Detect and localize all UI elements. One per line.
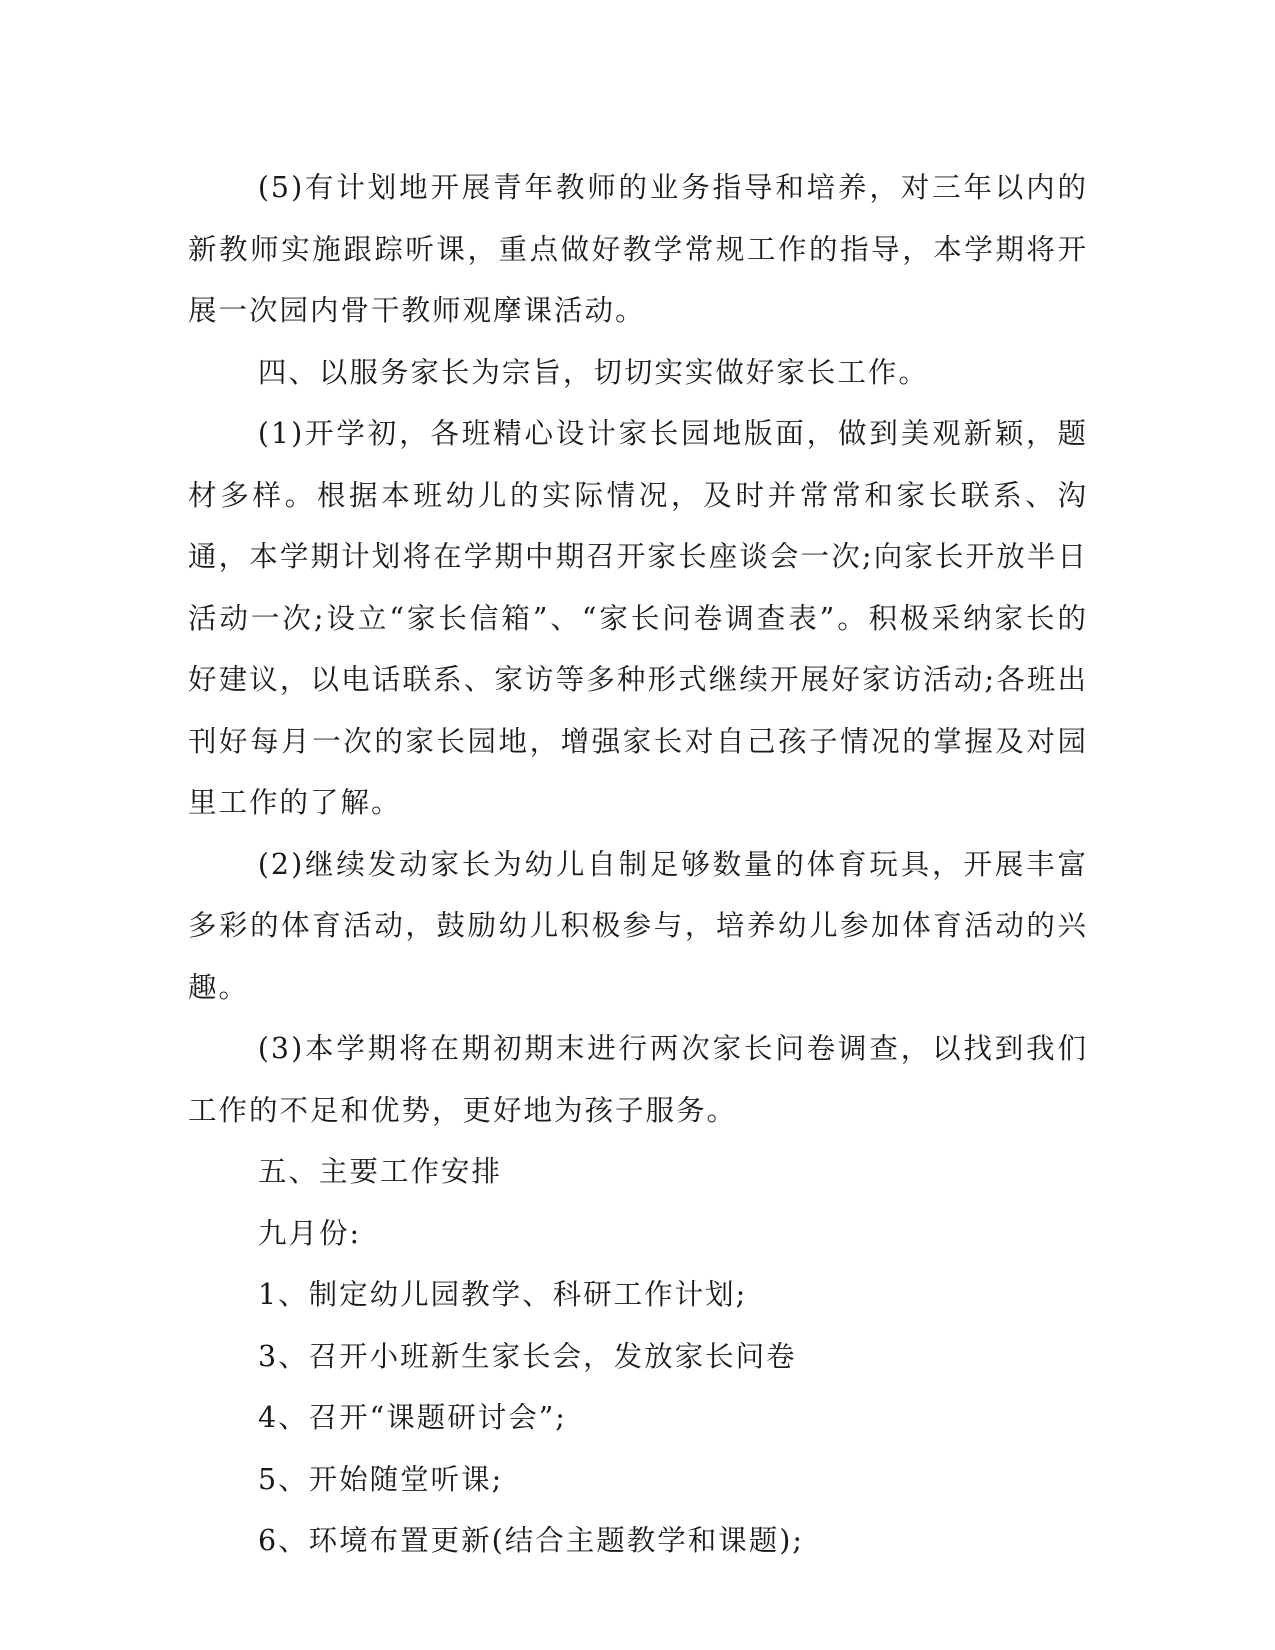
paragraph-teacher-training: (5)有计划地开展青年教师的业务指导和培养，对三年以内的新教师实施跟踪听课，重点做好教学常规工作的指导，本学期将开展一次园内骨干教师观摩课活动。 [188, 171, 1088, 327]
list-item: 1、制定幼儿园教学、科研工作计划; [258, 1278, 748, 1311]
list-item: 3、召开小班新生家长会，发放家长问卷 [258, 1339, 797, 1373]
paragraph-sports-toys: (2)继续发动家长为幼儿自制足够数量的体育玩具，开展丰富多彩的体育活动，鼓励幼儿积极参与，培养幼儿参加体育活动的兴趣。 [188, 847, 1088, 1004]
list-item: 6、环境布置更新(结合主题教学和课题); [258, 1524, 804, 1557]
paragraph-parent-garden: (1)开学初，各班精心设计家长园地版面，做到美观新颖，题材多样。根据本班幼儿的实际情况，及时并常常和家长联系、沟通，本学期计划将在学期中期召开家长座谈会一次;向家长开放半日活动一次;设立“家长信箱”、“家长问卷调查表”。积极采纳家长的好建议，以电话联系、家访等多种形式继续开展好家访活动;各班出刊好每月一次的家长园地，增强家长对自己孩子情况的掌握及对园里工作的了解。 [188, 417, 1088, 819]
list-item: 5、开始随堂听课; [258, 1462, 504, 1496]
document-body [188, 157, 1088, 1572]
month-heading-september: 九月份: [258, 1216, 362, 1250]
section-heading-work-schedule: 五、主要工作安排 [258, 1155, 503, 1188]
paragraph-questionnaire: (3)本学期将在期初期末进行两次家长问卷调查，以找到我们工作的不足和优势，更好地为孩子服务。 [188, 1032, 1088, 1127]
list-item: 4、召开“课题研讨会”; [258, 1401, 567, 1434]
section-heading-parent-work: 四、以服务家长为宗旨，切切实实做好家长工作。 [257, 355, 929, 389]
